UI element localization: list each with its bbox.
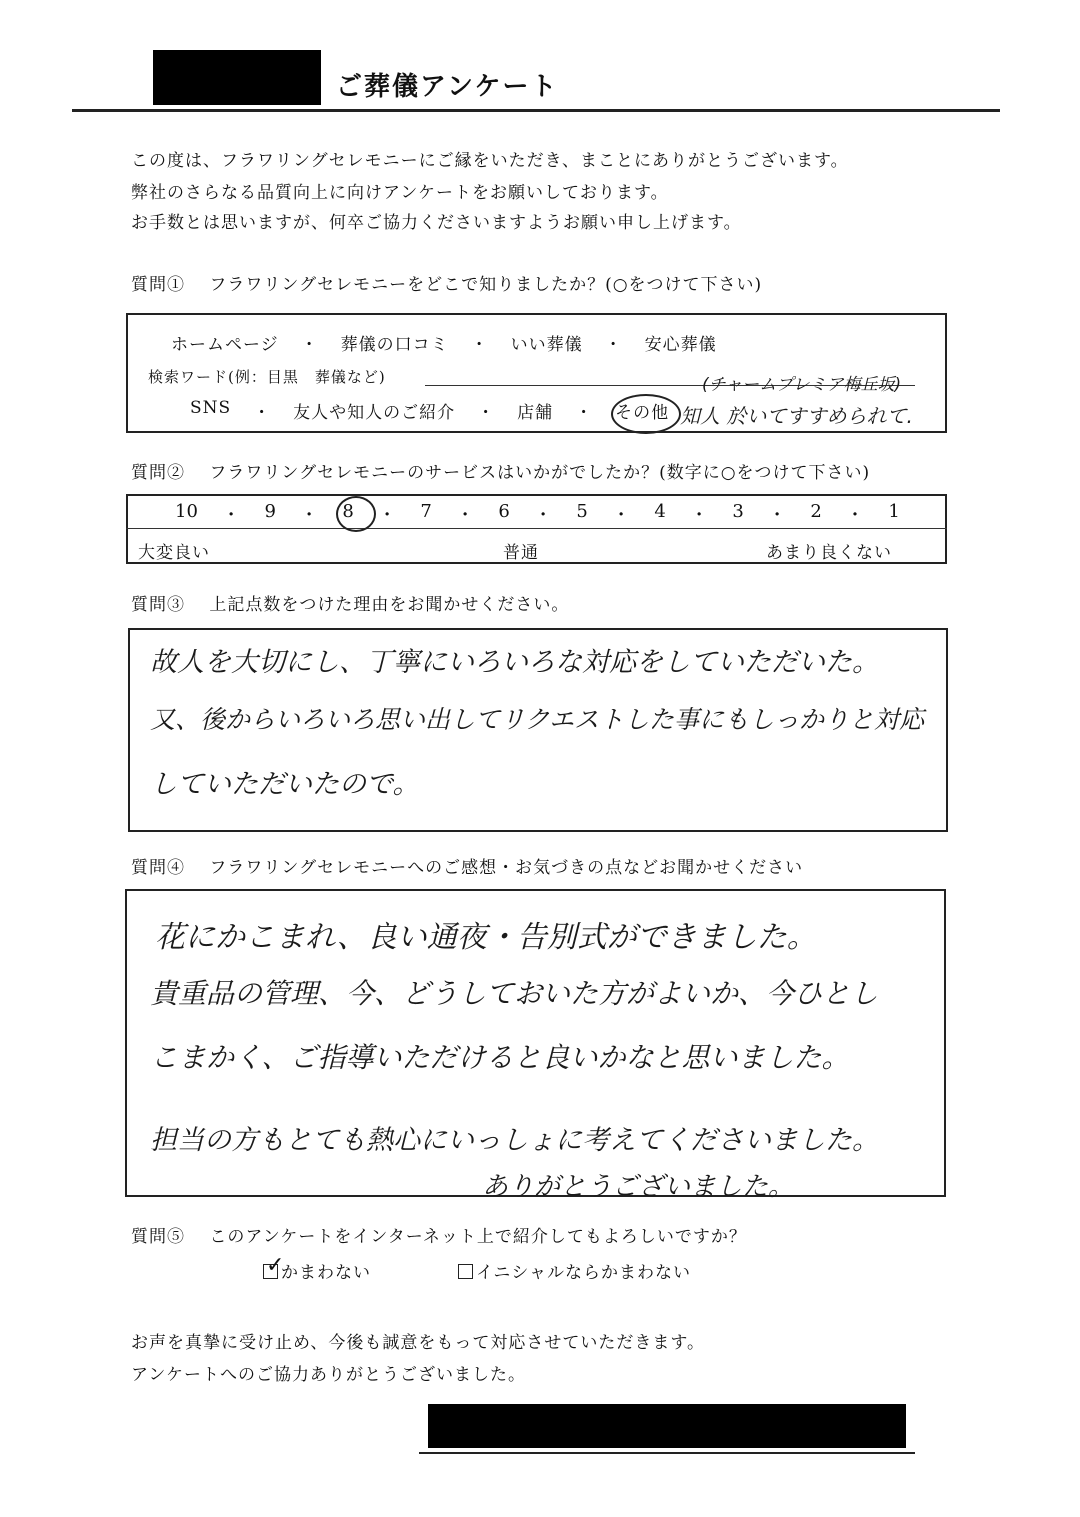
q2-label-high: 大変良い: [138, 543, 210, 563]
intro-line-1: この度は、フラワリングセレモニーにご縁をいただき、まことにありがとうございます。: [131, 151, 849, 171]
separator: ・: [575, 403, 594, 423]
q2-label-mid: 普通: [503, 543, 539, 563]
q5-option-2-checkbox[interactable]: [458, 1264, 473, 1279]
separator: ・: [470, 335, 489, 355]
q3-answer-line-1: 故人を大切にし、丁寧にいろいろな対応をしていただいた。: [150, 647, 879, 678]
score-7[interactable]: 7: [420, 501, 432, 522]
header-rule: [72, 109, 1000, 112]
q1-heading: [131, 270, 762, 295]
q5-option-2-label: イニシャルならかまわない: [476, 1263, 691, 1283]
option-homepage[interactable]: ホームページ: [171, 335, 279, 355]
separator: ・: [604, 335, 623, 355]
q5-option-1-checkbox[interactable]: [263, 1253, 286, 1279]
option-sns[interactable]: SNS: [190, 398, 232, 418]
option-other[interactable]: その他: [615, 403, 670, 423]
q4-heading: [131, 853, 803, 878]
separator: ・: [477, 403, 496, 423]
q4-answer-line-1: 花にかこまれ、良い通夜・告別式ができました。: [155, 920, 817, 955]
q2-text: フラワリングセレモニーのサービスはいかがでしたか？(数字に○をつけて下さい): [209, 463, 871, 483]
score-10[interactable]: 10: [175, 501, 198, 522]
score-9[interactable]: 9: [264, 501, 276, 522]
q3-label: 質問③: [131, 595, 185, 615]
option-anshin[interactable]: 安心葬儀: [644, 335, 717, 355]
q1-text: フラワリングセレモニーをどこで知りましたか？(○をつけて下さい): [209, 275, 763, 295]
q4-answer-line-5: ありがとうございました。: [482, 1172, 795, 1202]
q1-options-row-3: [190, 398, 669, 423]
q3-answer-line-3: していただいたので。: [150, 769, 420, 800]
q4-answer-line-3: こまかく、ご指導いただけると良いかなと思いました。: [150, 1041, 850, 1074]
q1-label: 質問①: [131, 275, 185, 295]
option-store[interactable]: 店舗: [517, 403, 554, 423]
q3-answer-line-2: 又、後からいろいろ思い出してリクエストした事にもしっかりと対応: [150, 705, 925, 734]
q5-heading: [131, 1222, 747, 1247]
score-6[interactable]: 6: [498, 501, 510, 522]
q1-selection-circle: [611, 394, 681, 434]
q5-option-1[interactable]: [263, 1253, 371, 1283]
score-1[interactable]: 1: [888, 501, 900, 522]
q4-label: 質問④: [131, 858, 185, 878]
q2-scale-divider: [126, 528, 947, 529]
q5-label: 質問⑤: [131, 1227, 185, 1247]
q2-heading: [131, 458, 870, 483]
q5-option-2[interactable]: [458, 1258, 691, 1283]
q1-handwritten-note-1: (チャームプレミア梅丘坂): [702, 375, 902, 395]
redacted-signature: [428, 1404, 906, 1448]
option-friend[interactable]: 友人や知人のご紹介: [293, 403, 456, 423]
option-iisougi[interactable]: いい葬儀: [510, 335, 583, 355]
q4-text: フラワリングセレモニーへのご感想・お気づきの点などお聞かせください: [209, 858, 804, 878]
score-3[interactable]: 3: [732, 501, 744, 522]
score-5[interactable]: 5: [576, 501, 588, 522]
redacted-logo: [153, 50, 321, 105]
q2-scale: 10 ・ 9 ・ 8 ・ 7 ・ 6 ・ 5 ・ 4 ・ 3 ・ 2 ・ 1: [175, 501, 900, 526]
q5-text: このアンケートをインターネット上で紹介してもよろしいですか？: [209, 1227, 747, 1247]
q2-selection-circle: [336, 496, 376, 532]
intro-line-2: 弊社のさらなる品質向上に向けアンケートをお願いしております。: [131, 183, 669, 203]
q5-option-1-label: かまわない: [281, 1263, 371, 1283]
footer-rule: [419, 1452, 915, 1454]
score-4[interactable]: 4: [654, 501, 666, 522]
q2-label-low: あまり良くない: [766, 543, 892, 563]
q4-answer-line-4: 担当の方もとても熱心にいっしょに考えてくださいました。: [150, 1125, 879, 1156]
separator: ・: [253, 403, 272, 423]
q1-options-row-1: [171, 330, 717, 355]
separator: ・: [300, 335, 319, 355]
checkmark-icon: ✓: [266, 1253, 286, 1278]
score-8[interactable]: 8: [342, 501, 354, 522]
score-2[interactable]: 2: [810, 501, 822, 522]
closing-line-2: アンケートへのご協力ありがとうございました。: [131, 1365, 526, 1385]
q4-answer-line-2: 貴重品の管理、今、どうしておいた方がよいか、今ひとし: [150, 977, 879, 1010]
intro-line-3: お手数とは思いますが、何卒ご協力くださいますようお願い申し上げます。: [131, 213, 742, 233]
option-review[interactable]: 葬儀の口コミ: [340, 335, 449, 355]
q2-label: 質問②: [131, 463, 185, 483]
q3-text: 上記点数をつけた理由をお聞かせください。: [209, 595, 570, 615]
q1-handwritten-note-2: 知人 於いてすすめられて.: [680, 404, 913, 428]
q3-heading: [131, 590, 569, 615]
closing-line-1: お声を真摯に受け止め、今後も誠意をもって対応させていただきます。: [131, 1333, 705, 1353]
page-title: ご葬儀アンケート: [336, 72, 559, 102]
q1-search-label: 検索ワード(例：目黒 葬儀など): [148, 368, 386, 386]
